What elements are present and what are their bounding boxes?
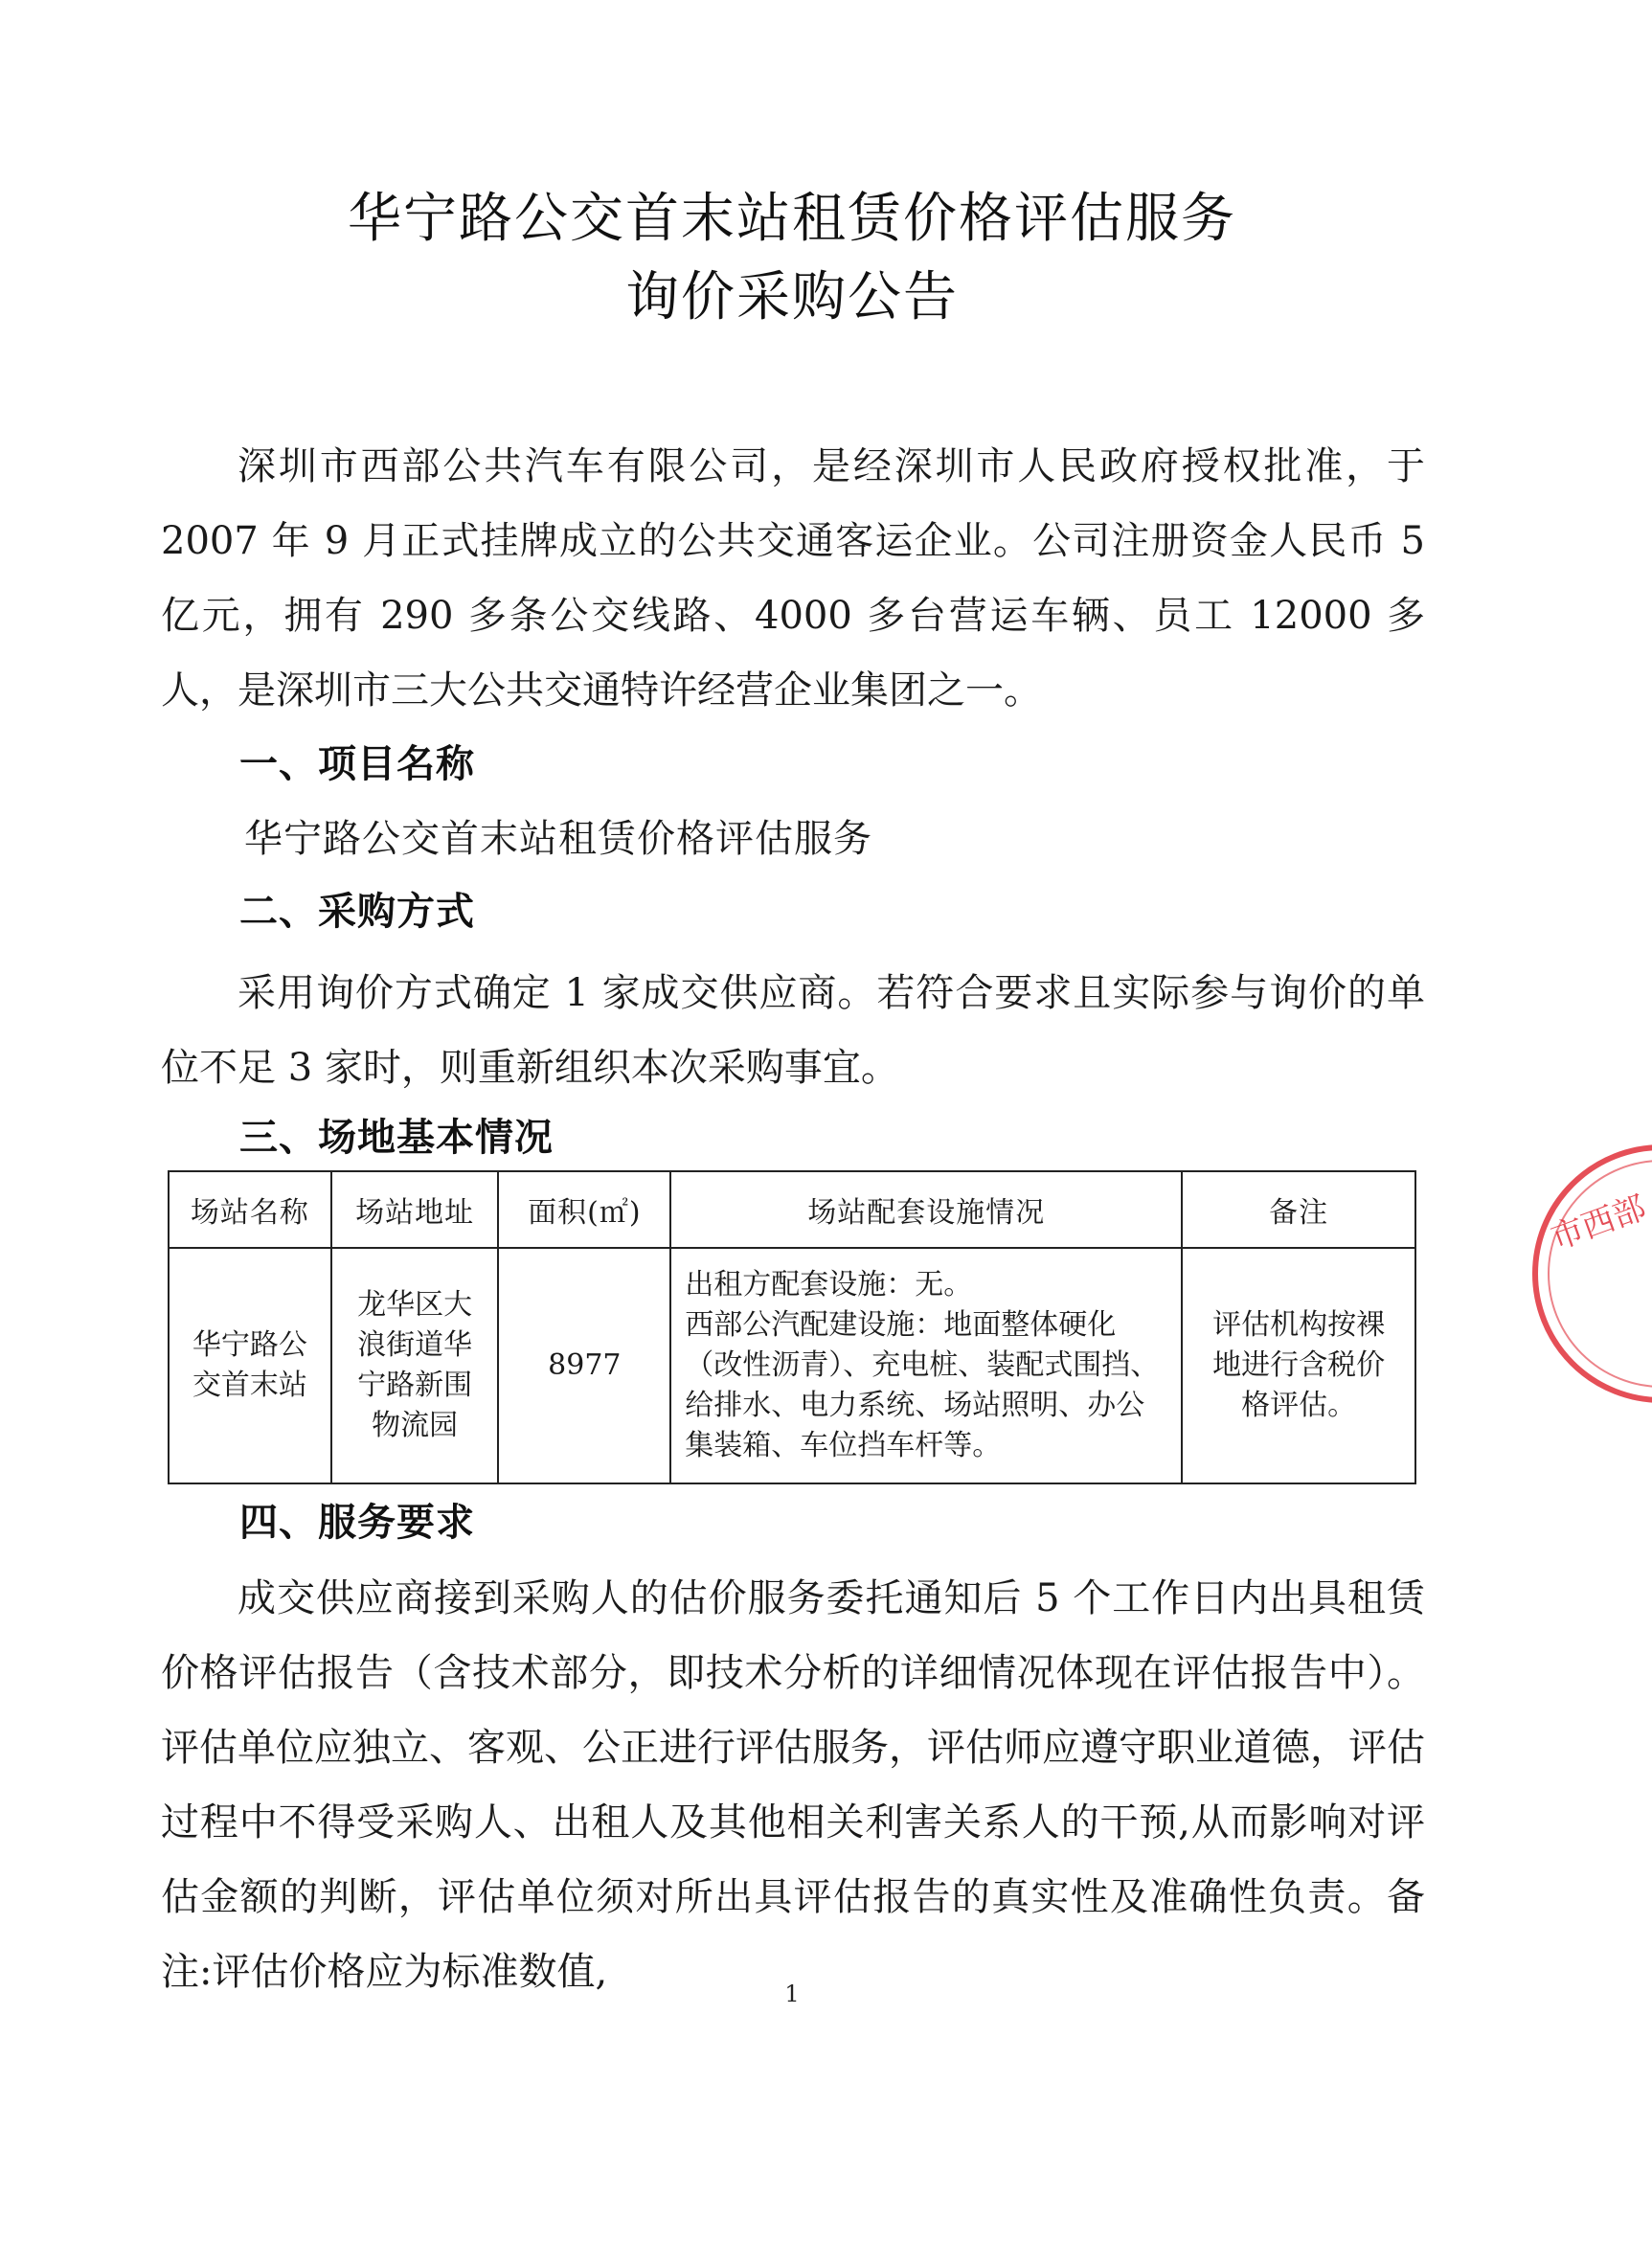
section-2-heading: 二、采购方式 — [239, 890, 475, 934]
header-facilities: 场站配套设施情况 — [670, 1171, 1182, 1248]
table-row — [169, 1248, 1415, 1483]
section-4-heading: 四、服务要求 — [239, 1501, 475, 1545]
header-area: 面积(㎡) — [498, 1171, 670, 1248]
company-seal-icon — [1518, 1135, 1652, 1413]
section-1-body: 华宁路公交首末站租赁价格评估服务 — [244, 817, 872, 861]
header-remark: 备注 — [1182, 1171, 1415, 1248]
facilities-western-bus: 西部公汽配建设施：地面整体硬化（改性沥青）、充电桩、装配式围挡、给排水、电力系统、场站照明、办公集装箱、车位挡车杆等。 — [685, 1308, 1160, 1462]
document-title-line1: 华宁路公交首末站租赁价格评估服务 — [348, 188, 1236, 250]
cell-remark: 评估机构按裸地进行含税价格评估。 — [1182, 1248, 1415, 1483]
page-number: 1 — [784, 1981, 800, 2007]
cell-area: 8977 — [498, 1248, 670, 1483]
header-site-name: 场站名称 — [169, 1171, 331, 1248]
section-2-body: 采用询价方式确定 1 家成交供应商。若符合要求且实际参与询价的单位不足 3 家时，则重新组织本次采购事宜。 — [161, 971, 1425, 1090]
site-info-table — [168, 1170, 1416, 1484]
intro-paragraph: 深圳市西部公共汽车有限公司，是经深圳市人民政府授权批准，于 2007 年 9 月正式挂牌成立的公共交通客运企业。公司注册资金人民币 5 亿元，拥有 290 多条公交线路、4000 多台营运车辆、员工 12000 多人，是深圳市三大公共交通特许经营企业集团之一。 — [161, 444, 1425, 713]
cell-site-address: 龙华区大浪街道华宁路新围物流园 — [331, 1248, 499, 1483]
seal-text: 市西部 — [1546, 1188, 1651, 1258]
cell-site-name: 华宁路公交首末站 — [169, 1248, 331, 1483]
facilities-lessor: 出租方配套设施：无。 — [685, 1268, 973, 1302]
section-3-heading: 三、场地基本情况 — [239, 1116, 554, 1160]
section-1-heading: 一、项目名称 — [239, 742, 475, 786]
table-header-row — [169, 1171, 1415, 1248]
cell-facilities — [670, 1248, 1182, 1483]
document-title-line2: 询价采购公告 — [625, 266, 959, 328]
header-site-address: 场站地址 — [331, 1171, 499, 1248]
section-4-body: 成交供应商接到采购人的估价服务委托通知后 5 个工作日内出具租赁价格评估报告（含技术部分，即技术分析的详细情况体现在评估报告中）。评估单位应独立、客观、公正进行评估服务，评估师应遵守职业道德，评估过程中不得受采购人、出租人及其他相关利害关系人的干预,从而影响对评估金额的判断，评估单位须对所出具评估报告的真实性及准确性负责。备注:评估价格应为标准数值, — [161, 1576, 1425, 1994]
